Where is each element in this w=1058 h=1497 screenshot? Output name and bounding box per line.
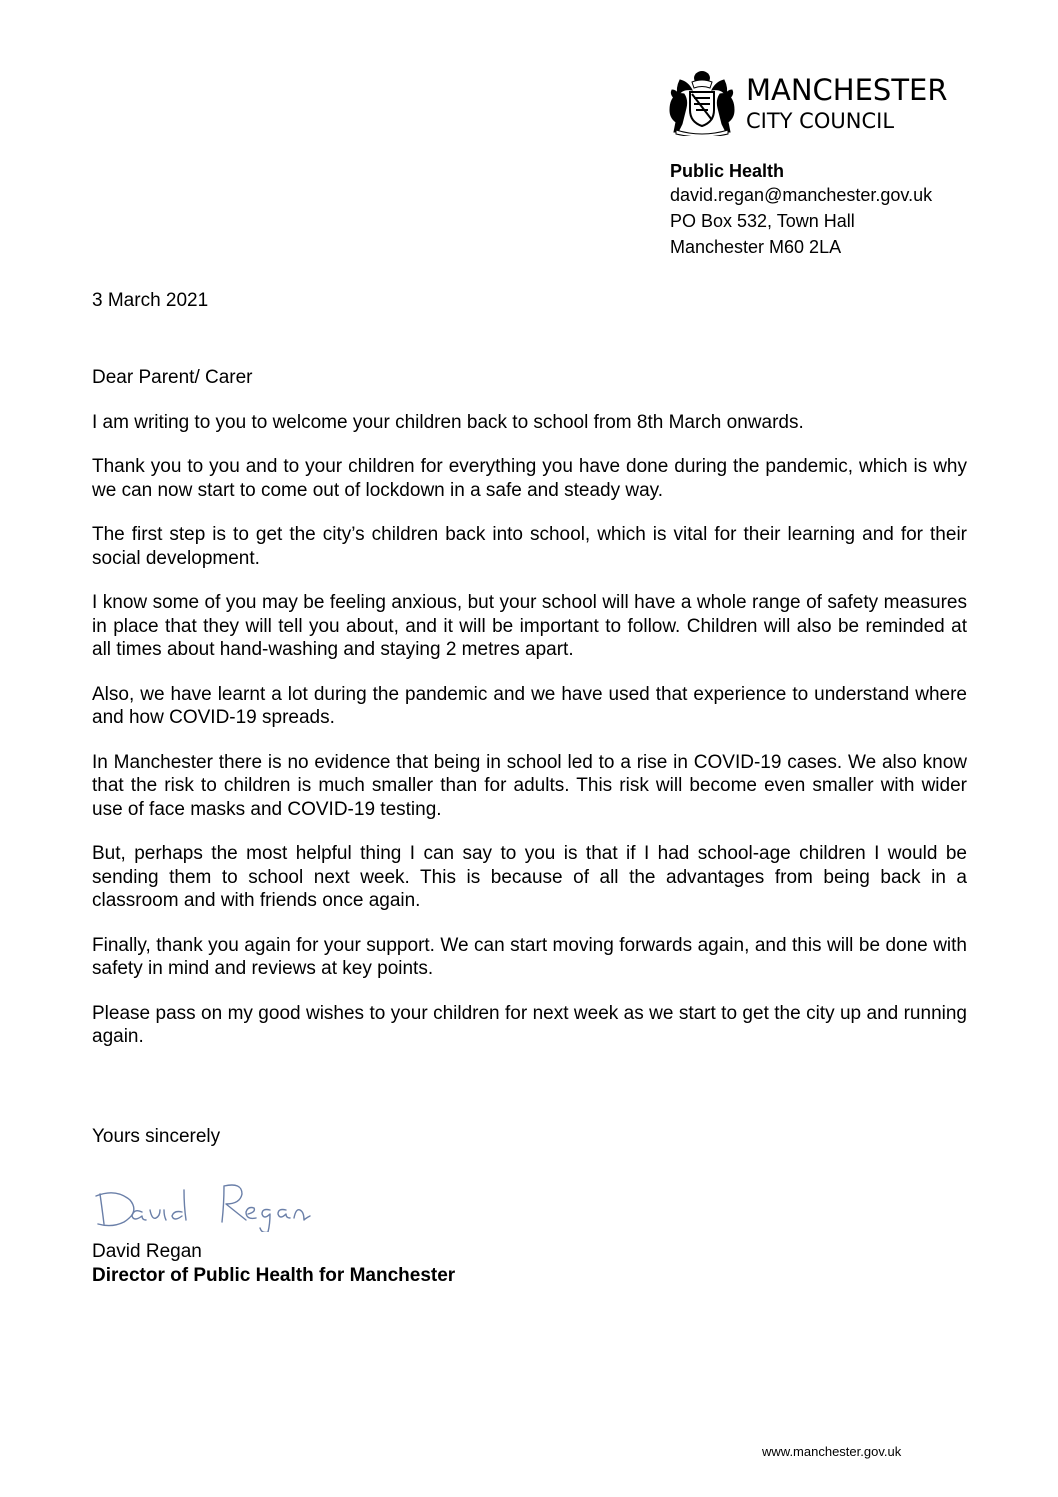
logo-wordmark-line2: CITY COUNCIL xyxy=(746,109,895,133)
paragraph: I am writing to you to welcome your children back to school from 8th March onwards. xyxy=(92,411,804,433)
paragraph: In Manchester there is no evidence that being in school led to a rise in COVID-19 cases. We also know that the risk to children is much smaller than for adults. This risk will become even smaller with wider use of face masks and COVID-19 testing. xyxy=(92,751,967,820)
signer-block xyxy=(92,1240,455,1288)
letter-date: 3 March 2021 xyxy=(92,290,209,311)
coat-of-arms-icon xyxy=(666,70,738,136)
sender-address-block xyxy=(670,160,932,260)
logo-wordmark-line1: MANCHESTER xyxy=(746,73,948,107)
paragraph: The first step is to get the city’s children back into school, which is vital for their learning and for their social development. xyxy=(92,524,967,569)
council-logo xyxy=(666,70,986,140)
closing: Yours sincerely xyxy=(92,1126,221,1147)
sender-address-line: Manchester M60 2LA xyxy=(670,237,842,257)
signer-name: David Regan xyxy=(92,1241,202,1262)
handwritten-signature xyxy=(92,1176,332,1232)
paragraph: Please pass on my good wishes to your children for next week as we start to get the city up and running again. xyxy=(92,1002,967,1047)
salutation: Dear Parent/ Carer xyxy=(92,367,253,388)
signer-title: Director of Public Health for Manchester xyxy=(92,1265,456,1286)
paragraph: I know some of you may be feeling anxious, but your school will have a whole range of safety measures in place that they will tell you about, and it will be important to follow. Children will also be reminded at all times about hand-washing and staying 2 metres apart. xyxy=(92,592,967,660)
sender-address-line: PO Box 532, Town Hall xyxy=(670,211,855,231)
letter-body xyxy=(92,366,967,1070)
sender-email: david.regan@manchester.gov.uk xyxy=(670,185,933,205)
paragraph: Thank you to you and to your children for everything you have done during the pandemic, which is why we can now start to come out of lockdown in a safe and steady way. xyxy=(92,456,967,501)
paragraph: But, perhaps the most helpful thing I can say to you is that if I had school-age children I would be sending them to school next week. This is because of all the advantages from being back in a classroom and with friends once again. xyxy=(92,843,967,911)
footer-website: www.manchester.gov.uk xyxy=(762,1444,902,1459)
paragraph: Also, we have learnt a lot during the pandemic and we have used that experience to understand where and how COVID-19 spreads. xyxy=(92,683,967,728)
sender-department: Public Health xyxy=(670,161,785,181)
paragraph: Finally, thank you again for your support. We can start moving forwards again, and this will be done with safety in mind and reviews at key points. xyxy=(92,934,967,979)
